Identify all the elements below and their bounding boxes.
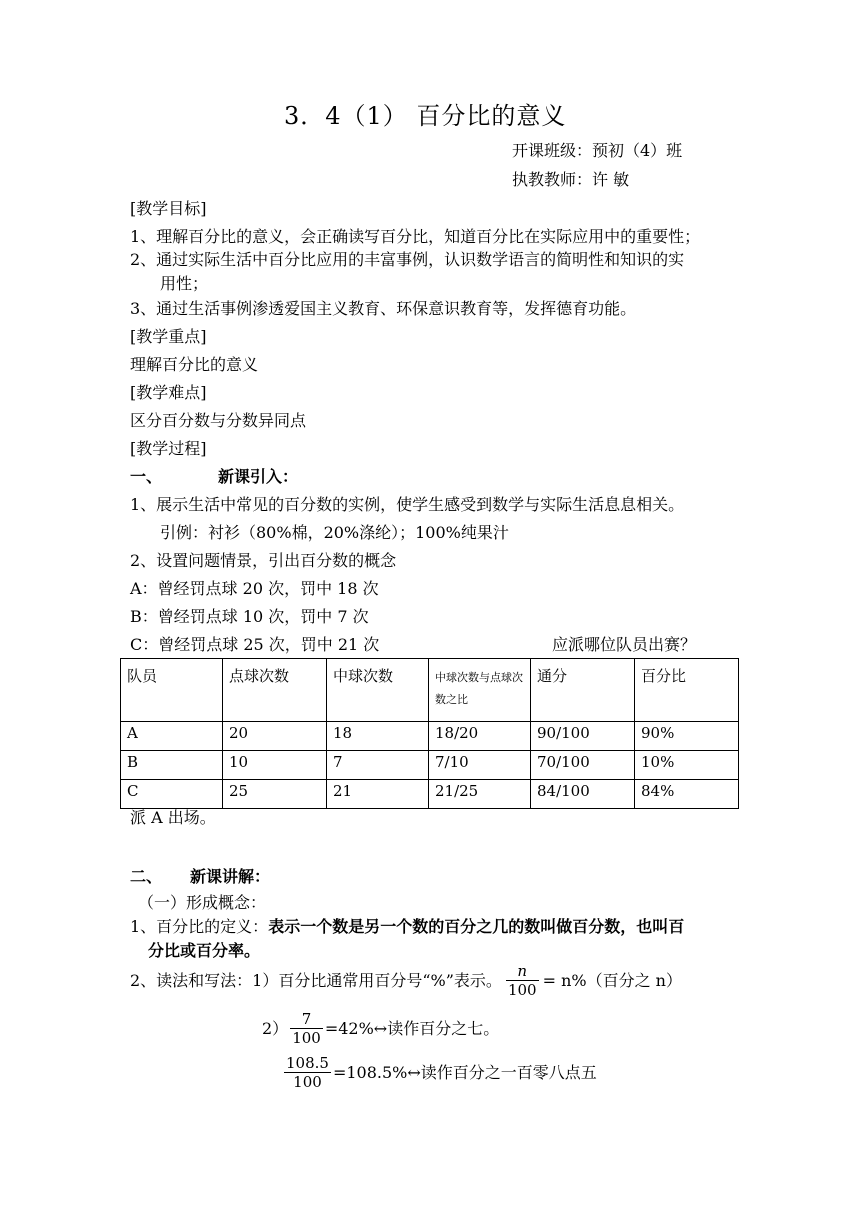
table-cell: 84/100 [531, 780, 635, 809]
table-cell: 70/100 [531, 751, 635, 780]
goal-item: 3、通过生活事例渗透爱国主义教育、环保意识教育等，发挥德育功能。 [130, 299, 637, 318]
goal-item: 2、通过实际生活中百分比应用的丰富事例，认识数学语言的简明性和知识的实 [130, 250, 685, 269]
table-cell: A [121, 722, 223, 751]
fraction-n-over-100 [506, 962, 539, 999]
player-c-line: C：曾经罚点球 25 次，罚中 21 次 [130, 635, 380, 654]
table-cell: 25 [223, 780, 327, 809]
table-header-cell: 点球次数 [223, 659, 327, 722]
class-info: 开课班级：预初（4）班 [512, 141, 683, 160]
teacher-info: 执教教师：许 敏 [512, 170, 630, 189]
read-write-text: 2、读法和写法：1）百分比通常用百分号“%”表示。 [130, 970, 502, 990]
page-title: 3．4（1） 百分比的意义 [284, 102, 567, 130]
table-cell: 84% [635, 780, 739, 809]
table-cell: 18/20 [429, 722, 531, 751]
table-cell: B [121, 751, 223, 780]
example-result: =108.5%↔读作百分之一百零八点五 [332, 1062, 597, 1082]
example-108-percent [284, 1054, 597, 1091]
difficulty-heading: [教学难点] [130, 383, 207, 402]
part1-item: 1、展示生活中常见的百分数的实例，使学生感受到数学与实际生活息息相关。 [130, 495, 685, 514]
part1-item: 2、设置问题情景，引出百分数的概念 [130, 551, 397, 570]
table-header-cell: 中球次数与点球次数之比 [429, 659, 531, 722]
table-row [121, 722, 739, 751]
player-a-line: A：曾经罚点球 20 次，罚中 18 次 [130, 579, 379, 598]
table-cell: 10% [635, 751, 739, 780]
table-header-cell: 百分比 [635, 659, 739, 722]
definition-label: 1、百分比的定义： [130, 917, 269, 936]
part1-example: 引例：衬衫（80%棉，20%涤纶）；100%纯果汁 [160, 523, 509, 542]
table-cell: 90% [635, 722, 739, 751]
fraction-numerator: n [506, 962, 539, 981]
fraction-denominator: 100 [293, 1073, 322, 1091]
table-header-row [121, 659, 739, 722]
part1-number: 一、 [130, 467, 163, 486]
fraction-7-over-100 [290, 1010, 323, 1047]
fraction-denominator: 100 [292, 1029, 321, 1047]
difficulty-text: 区分百分数与分数异同点 [130, 411, 307, 430]
player-b-line: B：曾经罚点球 10 次，罚中 7 次 [130, 607, 369, 626]
table-cell: 20 [223, 722, 327, 751]
fraction-numerator: 7 [290, 1010, 323, 1029]
example-seven-percent [262, 1010, 499, 1047]
key-heading: [教学重点] [130, 327, 207, 346]
fraction-108-5-over-100 [284, 1054, 331, 1091]
table-cell: 90/100 [531, 722, 635, 751]
table-cell: 21/25 [429, 780, 531, 809]
definition-line [130, 917, 684, 936]
part2-number: 二、 [130, 867, 163, 886]
example-result: =42%↔读作百分之七。 [324, 1018, 500, 1038]
part1-heading: 新课引入： [218, 467, 299, 486]
part2-subheading: （一）形成概念： [138, 893, 267, 912]
conclusion-text: 派 A 出场。 [130, 808, 216, 827]
part2-heading: 新课讲解： [190, 867, 271, 886]
table-cell: 18 [327, 722, 429, 751]
definition-text: 表示一个数是另一个数的百分之几的数叫做百分数，也叫百 [268, 917, 685, 936]
fraction-denominator: 100 [507, 981, 537, 999]
question-text: 应派哪位队员出赛？ [552, 635, 697, 654]
table-cell: C [121, 780, 223, 809]
example-label: 2） [262, 1018, 289, 1038]
key-text: 理解百分比的意义 [130, 355, 259, 374]
goal-item-continuation: 用性； [160, 274, 209, 293]
read-write-line [130, 962, 682, 999]
definition-text-continuation: 分比或百分率。 [148, 941, 261, 960]
table-row [121, 751, 739, 780]
table-cell: 10 [223, 751, 327, 780]
table-header-cell: 通分 [531, 659, 635, 722]
table-header-cell: 中球次数 [327, 659, 429, 722]
goal-item: 1、理解百分比的意义，会正确读写百分比，知道百分比在实际应用中的重要性； [130, 227, 701, 246]
table-cell: 7/10 [429, 751, 531, 780]
table-header-cell: 队员 [121, 659, 223, 722]
goals-heading: [教学目标] [130, 199, 207, 218]
table-cell: 21 [327, 780, 429, 809]
fraction-numerator: 108.5 [286, 1054, 329, 1072]
table-cell: 7 [327, 751, 429, 780]
table-row [121, 780, 739, 809]
score-table [120, 658, 739, 809]
process-heading: [教学过程] [130, 439, 207, 458]
read-write-result: = n%（百分之 n） [542, 970, 682, 990]
